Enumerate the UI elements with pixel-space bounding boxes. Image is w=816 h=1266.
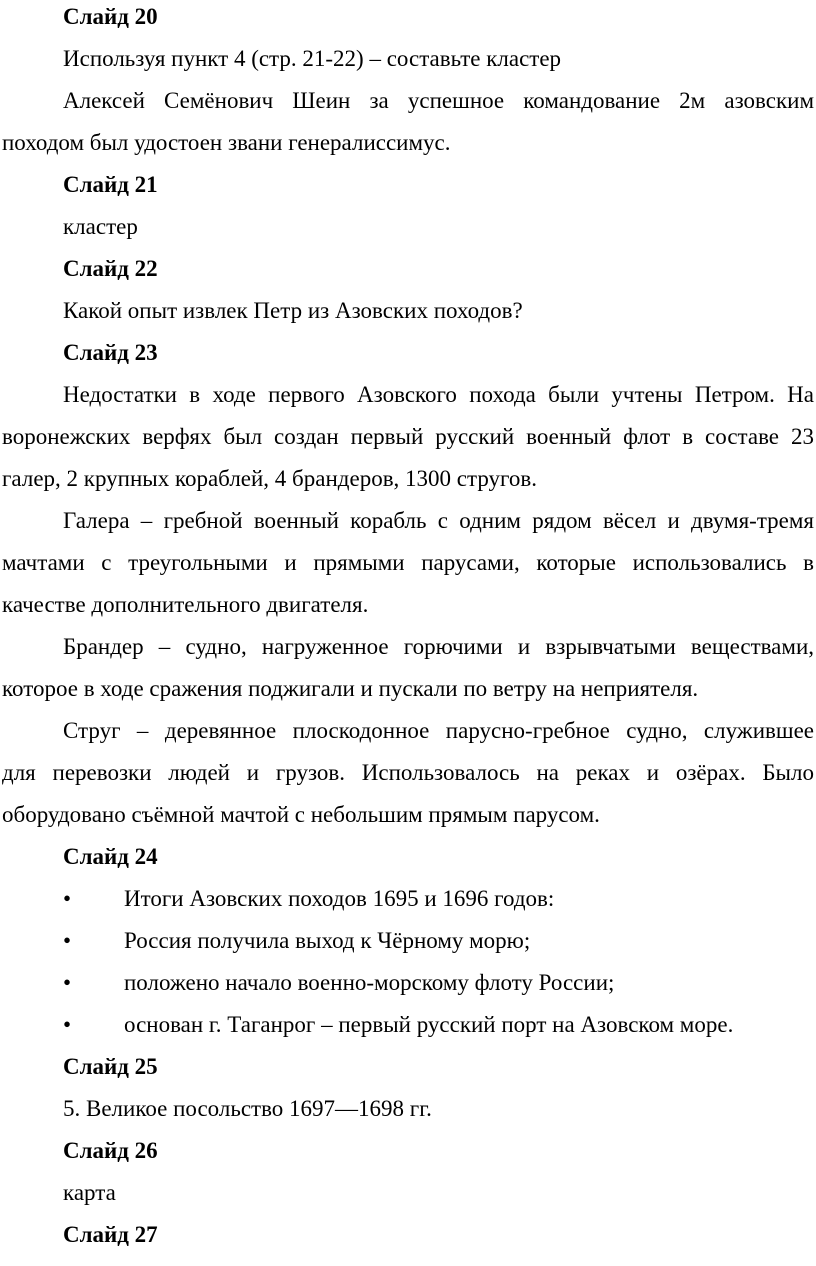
slide-23-p1-line-3: галер, 2 крупных кораблей, 4 брандеров, 1300 стругов. [2, 466, 538, 491]
slide-22-question: Какой опыт извлек Петр из Азовских походов? [63, 298, 523, 323]
slide-20-task: Используя пункт 4 (стр. 21-22) – составьте кластер [63, 46, 562, 71]
bullet-icon: • [63, 928, 72, 953]
slide-23-p2-line-3: качестве дополнительного двигателя. [2, 592, 369, 617]
slide-23-p2-line-1: Галера – гребной военный корабль с одним рядом вёсел и двумя-тремя [63, 508, 814, 533]
slide-24-heading: Слайд 24 [63, 844, 158, 869]
bullet-icon: • [63, 970, 72, 995]
slide-23-p4-line-1: Струг – деревянное плоскодонное парусно-гребное судно, служившее [63, 718, 814, 743]
slide-23-p3-line-2: которое в ходе сражения поджигали и пускали по ветру на неприятеля. [2, 676, 699, 701]
slide-23-p1-line-1: Недостатки в ходе первого Азовского похода были учтены Петром. На [63, 382, 814, 407]
slide-20-heading: Слайд 20 [63, 4, 158, 29]
slide-23-p2-line-2: мачтами с треугольными и прямыми парусами, которые использовались в [2, 550, 814, 575]
slide-23-p4-line-3: оборудовано съёмной мачтой с небольшим прямым парусом. [2, 802, 600, 827]
slide-23-heading: Слайд 23 [63, 340, 158, 365]
bullet-text: основан г. Таганрог – первый русский порт на Азовском море. [124, 1012, 734, 1037]
slide-26-text: карта [63, 1180, 116, 1205]
slide-23-p4-line-2: для перевозки людей и грузов. Использовалось на реках и озёрах. Было [2, 760, 814, 785]
bullet-text: Итоги Азовских походов 1695 и 1696 годов: [124, 886, 555, 911]
slide-20-paragraph-line-1: Алексей Семёнович Шеин за успешное командование 2м азовским [63, 88, 814, 113]
bullet-text: положено начало военно-морскому флоту России; [124, 970, 615, 995]
slide-21-heading: Слайд 21 [63, 172, 158, 197]
slide-22-heading: Слайд 22 [63, 256, 158, 281]
slide-25-text: 5. Великое посольство 1697—1698 гг. [63, 1096, 432, 1121]
bullet-icon: • [63, 1012, 72, 1037]
slide-23-p1-line-2: воронежских верфях был создан первый русский военный флот в составе 23 [2, 424, 814, 449]
slide-23-p3-line-1: Брандер – судно, нагруженное горючими и взрывчатыми веществами, [63, 634, 814, 659]
slide-25-heading: Слайд 25 [63, 1054, 158, 1079]
bullet-icon: • [63, 886, 72, 911]
slide-20-paragraph-line-2: походом был удостоен звани генералиссимус. [2, 130, 451, 155]
slide-27-heading: Слайд 27 [63, 1222, 158, 1247]
bullet-text: Россия получила выход к Чёрному морю; [124, 928, 531, 953]
slide-21-text: кластер [63, 214, 138, 239]
slide-26-heading: Слайд 26 [63, 1138, 158, 1163]
